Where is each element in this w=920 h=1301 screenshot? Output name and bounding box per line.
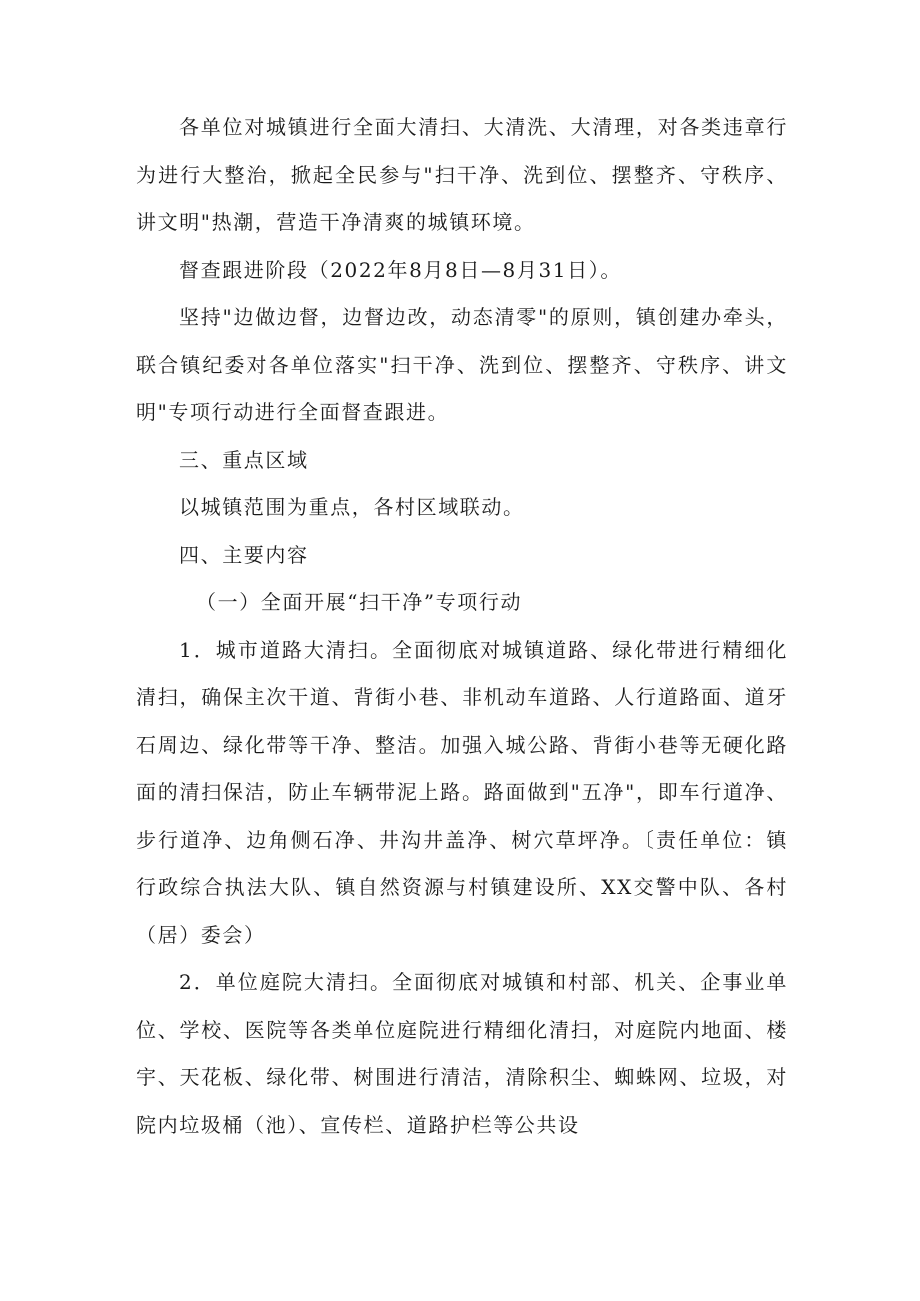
paragraph-supervision-principle: 坚持"边做边督，边督边改，动态清零"的原则，镇创建办牵头，联合镇纪委对各单位落实"扫干净、洗到位、摆整齐、守秩序、讲文明"专项行动进行全面督查跟进。 bbox=[136, 305, 788, 424]
paragraph-item-2-courtyard-sweeping: 2．单位庭院大清扫。全面彻底对城镇和村部、机关、企事业单位、学校、医院等各类单位庭院进行精细化清扫，对庭院内地面、楼宇、天花板、绿化带、树围进行清洁，清除积尘、蜘蛛网、垃圾，对院内垃圾桶（池）、宣传栏、道路护栏等公共设 bbox=[136, 970, 788, 1137]
subsection-heading-sweep-clean: （一）全面开展“扫干净”专项行动 bbox=[196, 590, 523, 614]
section-heading-key-areas: 三、重点区域 bbox=[179, 447, 309, 472]
section-heading-main-content: 四、主要内容 bbox=[179, 542, 309, 567]
paragraph-cleanup-campaign: 各单位对城镇进行全面大清扫、大清洗、大清理，对各类违章行为进行大整治，掀起全民参与"扫干净、洗到位、摆整齐、守秩序、讲文明"热潮，营造干净清爽的城镇环境。 bbox=[136, 115, 788, 234]
paragraph-supervision-phase: 督查跟进阶段（2022年8月8日—8月31日）。 bbox=[179, 257, 622, 282]
paragraph-item-1-road-sweeping: 1．城市道路大清扫。全面彻底对城镇道路、绿化带进行精细化清扫，确保主次干道、背街小巷、非机动车道路、人行道路面、道牙石周边、绿化带等干净、整洁。加强入城公路、背街小巷等无硬化路面的清扫保洁，防止车辆带泥上路。路面做到"五净"，即车行道净、步行道净、边角侧石净、井沟井盖净、树穴草坪净。〔责任单位：镇行政综合执法大队、镇自然资源与村镇建设所、XX交警中队、各村（居）委会） bbox=[136, 637, 788, 947]
document-body bbox=[136, 104, 788, 1149]
paragraph-key-areas: 以城镇范围为重点，各村区域联动。 bbox=[179, 495, 525, 519]
